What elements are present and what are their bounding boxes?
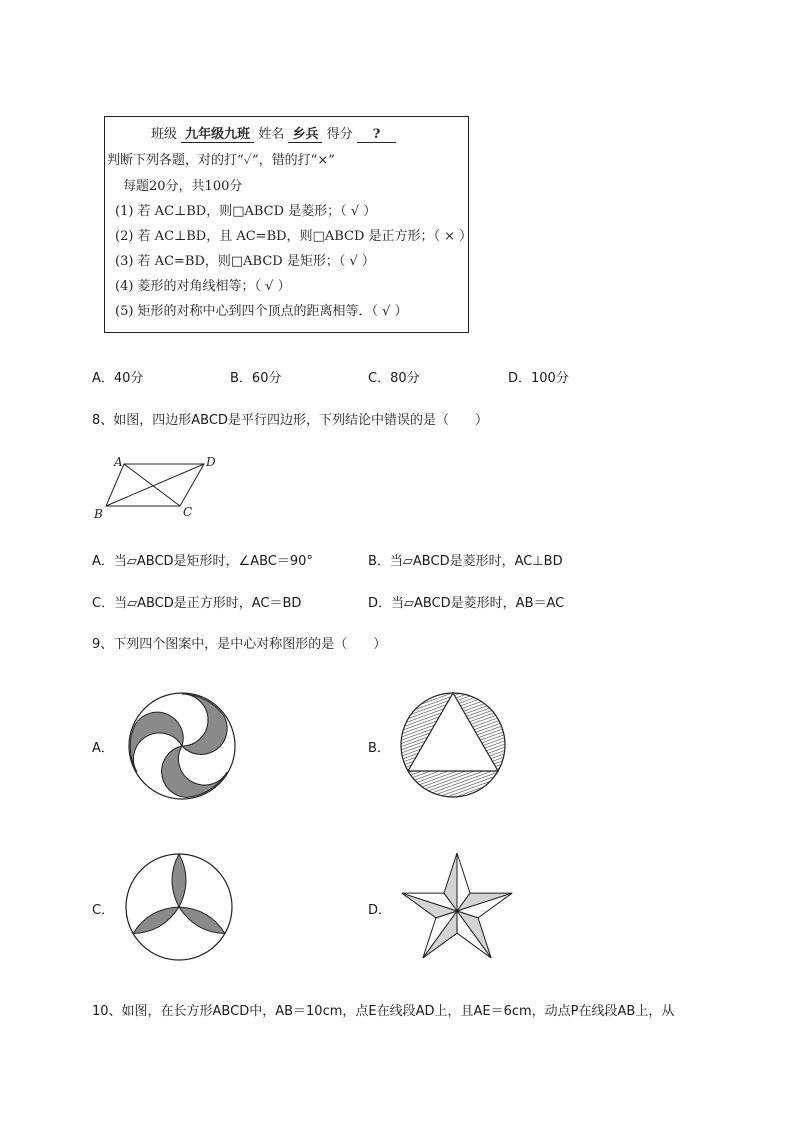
swirl-circle-figure <box>126 690 238 802</box>
q7-option-a: A．40分 <box>92 371 144 386</box>
swirl-blade <box>126 703 189 772</box>
score-item: (4) 菱形的对角线相等；（ √ ） <box>115 279 291 294</box>
score-card <box>104 116 473 333</box>
swirl-blade <box>182 694 227 754</box>
score-item: (1) 若 AC⊥BD，则□ABCD 是菱形；（ √ ） <box>115 204 377 219</box>
q8-option-c: C．当▱ABCD是正方形时，AC＝BD <box>92 596 302 611</box>
name-value: 乡兵 <box>288 127 322 143</box>
star-figure <box>398 850 516 966</box>
q10-stem: 10、如图，在长方形ABCD中，AB＝10cm，点E在线段AD上，且AE＝6cm，动点P在线段AB上，从 <box>92 1004 675 1019</box>
petal-circle-figure <box>124 852 234 962</box>
q9-option-d-label: D． <box>368 903 392 918</box>
score-item: (5) 矩形的对称中心到四个顶点的距离相等．（ √ ） <box>115 304 408 319</box>
score-item: (3) 若 AC=BD，则□ABCD 是矩形；（ √ ） <box>115 254 375 269</box>
q8-option-b: B．当▱ABCD是菱形时，AC⊥BD <box>368 554 563 569</box>
q9-option-c-label: C． <box>92 903 115 918</box>
score-label: 得分 <box>326 127 353 142</box>
q8-stem: 8、如图，四边形ABCD是平行四边形，下列结论中错误的是（ ） <box>92 413 488 428</box>
vertex-d-label: D <box>206 455 216 469</box>
q9-option-b-label: B． <box>368 741 390 756</box>
q9-stem: 9、下列四个图案中，是中心对称图形的是（ ） <box>92 637 387 652</box>
score-item: (2) 若 AC⊥BD，且 AC=BD，则□ABCD 是正方形；（ × ） <box>115 229 473 244</box>
diagonal-ac <box>124 464 180 506</box>
vertex-c-label: C <box>183 505 193 519</box>
parallelogram-figure <box>88 452 228 524</box>
name-label: 姓名 <box>258 127 285 142</box>
diagonal-bd <box>106 464 204 506</box>
vertex-a-label: A <box>114 455 123 469</box>
q7-option-c: C．80分 <box>368 371 420 386</box>
instruction-text: 判断下列各题，对的打“✓”，错的打“×” <box>107 153 335 168</box>
score-card-header <box>151 123 396 142</box>
q9-option-a-label: A． <box>92 741 114 756</box>
q8-option-a: A．当▱ABCD是矩形时，∠ABC＝90° <box>92 554 313 569</box>
triangle-circle-figure <box>398 690 508 800</box>
q7-option-b: B．60分 <box>230 371 282 386</box>
class-value: 九年级九班 <box>181 127 254 143</box>
q8-option-d: D．当▱ABCD是菱形时，AB＝AC <box>368 596 565 611</box>
points-text: 每题20分，共100分 <box>123 179 243 194</box>
class-label: 班级 <box>151 127 178 142</box>
vertex-b-label: B <box>94 507 103 521</box>
q7-option-d: D．100分 <box>508 371 569 386</box>
score-value: ? <box>357 127 397 143</box>
